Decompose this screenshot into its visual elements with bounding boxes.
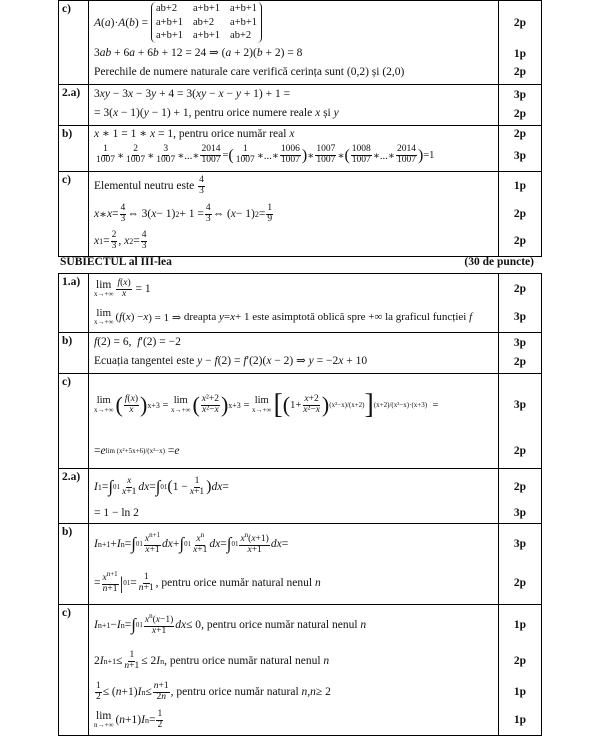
solution-cell <box>89 85 499 126</box>
solution-line: x 1 = $\frac{2}{3}$ , x 2 = $\frac{4}{3}$ <box>94 229 147 251</box>
section-iii-table <box>58 273 542 736</box>
points-cell <box>499 85 542 126</box>
points-value: 3p <box>513 336 527 349</box>
solution-cell <box>89 274 499 333</box>
solution-line: lim n→+∞ ( n +1) I n = $\frac{1}{2}$ <box>94 708 163 730</box>
points-cell <box>499 333 542 374</box>
section-ii-table <box>58 0 542 257</box>
points-value: 2p <box>513 66 527 78</box>
points-value: 3p <box>513 399 527 411</box>
table-row <box>59 274 542 333</box>
section-score: (30 de puncte) <box>464 256 534 268</box>
solution-line: = $\frac{x^{n+1}}{n+1}$ | 0 1 = $\frac{1}{n+1}$ , pentru orice număr natural nenul n <box>94 569 321 595</box>
solution-line: 3ab + 6a + 6b + 12 = 24 ⇒ (a + 2)(b + 2) = 8 <box>94 47 303 59</box>
item-label: b) <box>59 524 89 605</box>
points-cell <box>499 469 542 524</box>
points-cell <box>499 524 542 605</box>
solution-line: = 1 − ln 2 <box>94 507 139 519</box>
solution-line: f(2) = 6, f′(2) = −2 <box>94 336 181 348</box>
points-value: 3p <box>513 507 527 519</box>
points-value: 2p <box>513 283 527 295</box>
points-value: 1p <box>513 47 527 60</box>
points-cell <box>499 1 542 85</box>
solution-line: $\frac{1}{2}$ ≤ ( n +1) I n ≤ $\frac{n+1}{2n}$ , pentru orice număr natural n , n ≥ 2 <box>96 680 331 702</box>
solution-cell <box>89 374 499 469</box>
points-value: 2p <box>513 655 527 667</box>
item-label: c) <box>59 605 89 736</box>
matrix: ab+2 a+b+1 a+b+1 a+b+1 ab+2 a+b+1 a+b+1 a+b+1 ab+2 <box>151 2 262 43</box>
solution-line: I n+1 + I n = ∫ 0 1 $\frac{x^{n+1}}{x+1}$ dx + ∫ 0 1 $\frac{x^n}{x+1}$ dx = ∫ 0 1 $\frac{x^n(x+1)}{x+1}$ dx = <box>94 530 289 556</box>
solution-cell <box>89 469 499 524</box>
solution-line: x ∗ 1 = 1 ∗ x = 1, pentru orice număr real x <box>94 128 295 140</box>
points-cell <box>499 605 542 736</box>
item-label: b) <box>59 126 89 172</box>
solution-line: = e lim (x²+5x+6)/(x²−x) = e <box>94 445 180 457</box>
table-row <box>59 333 542 374</box>
table-row <box>59 172 542 257</box>
item-label: 2.a) <box>59 469 89 524</box>
points-value: 3p <box>513 538 527 550</box>
solution-line: 3xy − 3x − 3y + 4 = 3(xy − x − y + 1) + 1 = <box>94 88 291 100</box>
solution-cell <box>89 333 499 374</box>
points-value: 2p <box>513 577 527 589</box>
solution-line: lim x→+∞ $\frac{f(x)}{x}$ = 1 <box>94 277 151 299</box>
points-value: 2p <box>513 107 527 120</box>
solution-line: lim x→+∞ ( f ( x ) − x ) = 1 ⇒ dreapta y = x + 1 este asimptotă oblică spre +∞ la graficul funcției f <box>94 307 473 326</box>
table-row <box>59 524 542 605</box>
points-value: 3p <box>513 149 527 162</box>
points-value: 2p <box>513 235 527 247</box>
solution-cell <box>89 126 499 172</box>
points-cell <box>499 374 542 469</box>
table-row <box>59 605 542 736</box>
points-cell <box>499 126 542 172</box>
table-row <box>59 85 542 126</box>
solution-line: A ( a )· A ( b ) = ab+2 a+b+1 a+b+1 a+b+1 ab+2 a+b+1 a+b+1 a+b+1 ab+2 <box>89 1 498 44</box>
points-value: 3p <box>513 311 527 323</box>
points-value: 2p <box>513 208 527 220</box>
solution-line: Perechile de numere naturale care verifică cerința sunt (0,2) și (2,0) <box>94 66 405 78</box>
points-value: 2p <box>513 445 527 457</box>
item-label: c) <box>59 172 89 257</box>
solution-line: = 3(x − 1)(y − 1) + 1, pentru orice numere reale x și y <box>94 107 339 119</box>
solution-line: lim x→+∞ ( $\frac{f(x)}{x}$ ) x+3 = lim x→+∞ ( $\frac{\text{x²+2}}{\text{x²−x}}$ ) x+3 = lim x→+∞ [ ( 1+ $\frac{x+2}{\text{x²−x}}$ ) (x²−x)/(x+2) ] (x+2)/(x²−x)·(x+3) = <box>94 389 439 420</box>
solution-cell <box>89 172 499 257</box>
points-value: 2p <box>513 481 527 493</box>
table-row <box>59 469 542 524</box>
section-title: SUBIECTUL al III-lea <box>60 256 172 268</box>
points-value: 3p <box>513 88 527 101</box>
item-label: 1.a) <box>59 274 89 333</box>
item-label: 2.a) <box>59 85 89 126</box>
table-row <box>59 374 542 469</box>
points-value: 2p <box>513 16 527 29</box>
solution-line: 2 I n+1 ≤ $\frac{1}{n+1}$ ≤ 2 I n , pentru orice număr natural nenul n <box>94 649 330 671</box>
points-value: 1p <box>513 180 527 192</box>
table-row <box>59 126 542 172</box>
points-value: 2p <box>513 355 527 368</box>
item-label: c) <box>59 1 89 85</box>
solution-cell <box>89 1 499 85</box>
points-value: 1p <box>513 686 527 698</box>
solution-line: I n+1 − I n = ∫ 0 1 $\frac{x^n(x-1)}{x+1}$ dx ≤ 0 , pentru orice număr natural nenul n <box>94 611 367 637</box>
points-cell <box>499 172 542 257</box>
solution-cell <box>89 605 499 736</box>
solution-line: x ∗ x = $\frac{4}{3}$ ⇔ 3( x − 1) 2 + 1 = $\frac{4}{3}$ ⇔ ( x − 1) 2 = $\frac{1}{9}$ <box>94 202 273 224</box>
solution-line: Elementul neutru este $\frac{4}{3}$ <box>94 174 204 196</box>
solution-line: Ecuația tangentei este y − f(2) = f′(2)(x − 2) ⇒ y = −2x + 10 <box>94 355 368 367</box>
solution-line: $\frac{1}{1007}$ ∗ $\frac{2}{1007}$ ∗ $\frac{3}{1007}$ ∗...∗ $\frac{2014}{1007}$ = ( $\frac{1}{1007}$ ∗...∗ $\frac{1006}{1007}$ ) ∗ $\frac{1007}{1007}$ ∗ ( $\frac{1008}{1007}$ ∗...∗ $\frac{2014}{1007}$ ) =1 <box>96 144 435 165</box>
section-header <box>58 256 542 272</box>
item-label: b) <box>59 333 89 374</box>
table-row <box>59 1 542 85</box>
points-cell <box>499 274 542 333</box>
solution-cell <box>89 524 499 605</box>
points-value: 1p <box>513 619 527 631</box>
item-label: c) <box>59 374 89 469</box>
points-value: 1p <box>513 714 527 726</box>
solution-line: I 1 = ∫ 0 1 $\frac{x}{x+1}$ dx = ∫ 0 1 ( 1 − $\frac{1}{x+1}$ ) dx = <box>94 475 229 497</box>
points-value: 2p <box>513 128 527 140</box>
